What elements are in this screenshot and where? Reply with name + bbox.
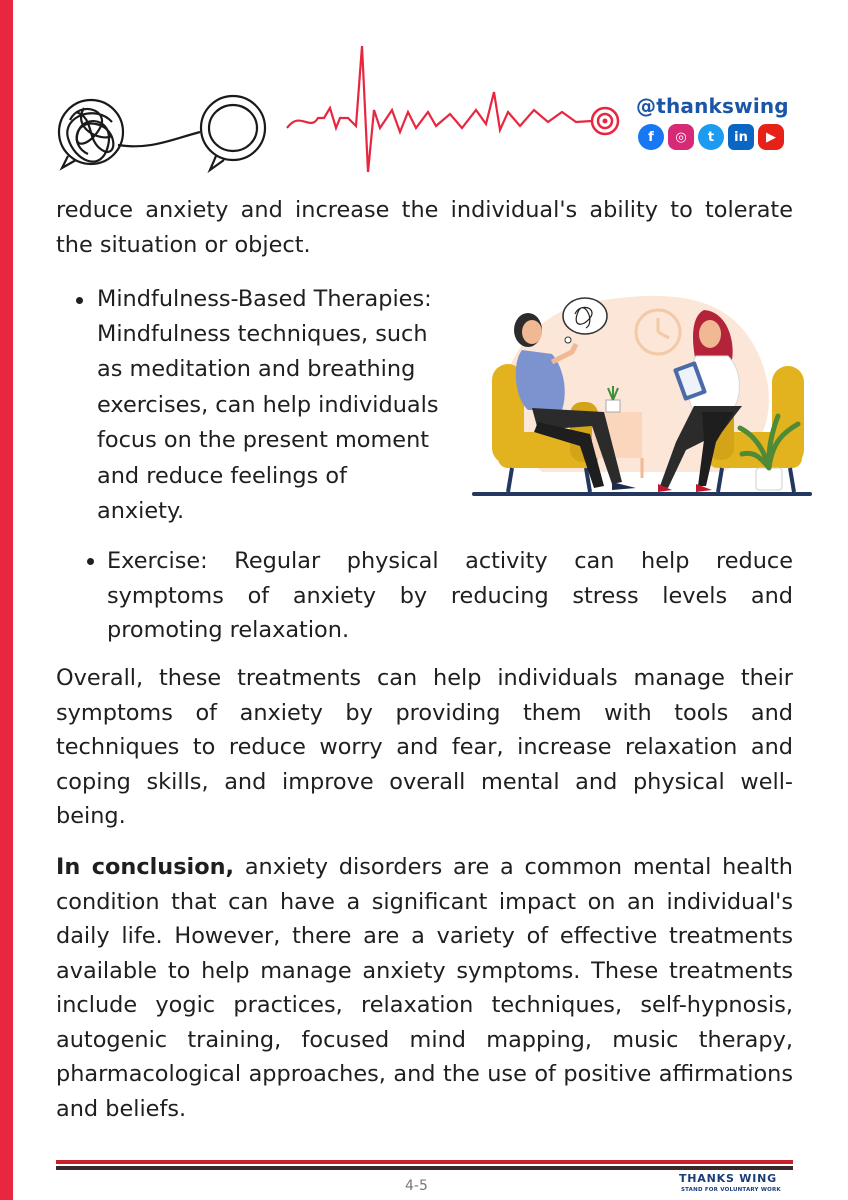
bullet-dot — [76, 297, 83, 304]
header — [0, 0, 848, 190]
connector-line — [118, 132, 200, 146]
brand-logo-text: THANKS WING — [679, 1172, 777, 1185]
youtube-icon[interactable]: ▶ — [758, 124, 784, 150]
instagram-icon[interactable]: ◎ — [668, 124, 694, 150]
bullet-line: and reduce feelings of — [97, 463, 347, 489]
bullet-line: anxiety. — [97, 498, 185, 524]
intro-text: reduce anxiety and increase the individual's ability to tolerate the situation or object. — [56, 197, 793, 258]
tangled-thought-icon — [59, 100, 123, 168]
intro-paragraph — [56, 193, 793, 262]
clear-mind-icon — [201, 96, 265, 170]
bullet-line: focus on the present moment — [97, 427, 430, 453]
bullet-line: as meditation and breathing — [97, 356, 416, 382]
social-icons — [638, 124, 784, 150]
target-icon — [592, 108, 618, 134]
overall-paragraph — [56, 661, 793, 834]
social-handle: @thankswing — [636, 94, 789, 118]
conclusion-lead: In conclusion, — [56, 854, 235, 880]
conclusion-text — [56, 850, 793, 1126]
brand-tagline: STAND FOR VOLUNTARY WORK — [681, 1187, 781, 1193]
bullet-line: exercises, can help individuals — [97, 392, 439, 418]
conclusion-paragraph — [56, 850, 793, 1126]
bullet-line: Mindfulness-Based Therapies: — [97, 286, 432, 312]
page-number: 4-5 — [405, 1178, 428, 1194]
facebook-icon[interactable]: f — [638, 124, 664, 150]
bullet-exercise — [107, 544, 793, 648]
footer-divider-dark — [56, 1166, 793, 1170]
conclusion-body: anxiety disorders are a common mental health condition that can have a significant impact on an individual's daily life. However, there are a variety of effective treatments available to help manage anxiety symptoms. These treatments include yogic practices, relaxation techniques, self-hypnosis, autogenic training, focused mind mapping, music therapy, pharmacological approaches, and the use of positive affirmations and beliefs. — [56, 854, 793, 1122]
linkedin-icon[interactable]: in — [728, 124, 754, 150]
heartbeat-line — [287, 46, 592, 172]
bullet-exercise-text: Exercise: Regular physical activity can help reduce symptoms of anxiety by reducing stress levels and promoting relaxation. — [107, 548, 793, 643]
bullet-line: Mindfulness techniques, such — [97, 321, 428, 347]
therapy-session-illustration — [472, 282, 812, 502]
bullet-dot — [87, 558, 94, 565]
twitter-icon[interactable]: t — [698, 124, 724, 150]
overall-text: Overall, these treatments can help individuals manage their symptoms of anxiety by providing them with tools and techniques to reduce worry and fear, increase relaxation and coping skills, and improve overall mental and physical well-being. — [56, 665, 793, 829]
footer-divider-red — [56, 1160, 793, 1164]
